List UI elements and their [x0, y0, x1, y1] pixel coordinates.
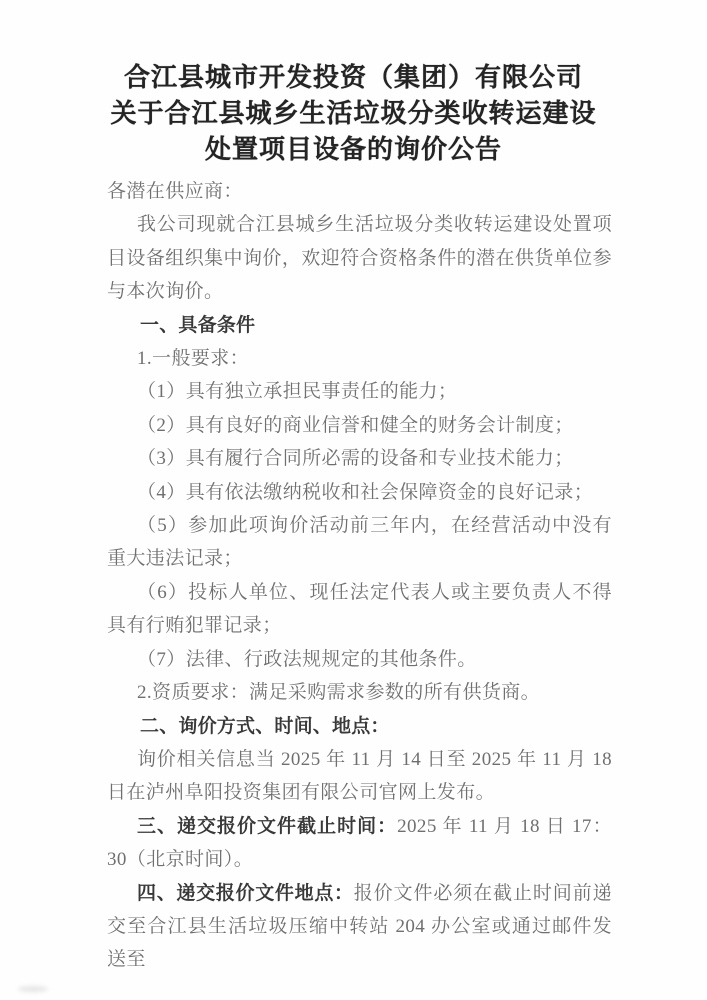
requirement-item-4: （4）具有依法缴纳税收和社会保障资金的良好记录； [137, 481, 594, 503]
requirement-item-1: （1）具有独立承担民事责任的能力； [137, 381, 458, 403]
requirement-item-5: （5）参加此项询价活动前三年内，在经营活动中没有重大违法记录； [107, 515, 612, 570]
deadline-value: 2025 年 11 月 18 日 17：30（北京时间）。 [107, 815, 613, 871]
delivery-location-paragraph [107, 877, 612, 977]
requirement-item-2: （2）具有良好的商业信誉和健全的财务会计制度； [137, 414, 574, 436]
requirement-item-3: （3）具有履行合同所必需的设备和专业技术能力； [137, 448, 574, 470]
title-line-2: 关于合江县城乡生活垃圾分类收转运建设 [110, 99, 597, 128]
delivery-location-value: 报价文件必须在截止时间前递交至合江县生活垃圾压缩中转站 204 办公室或通过邮件发送至 [107, 882, 612, 971]
deadline-paragraph [107, 810, 612, 877]
section-1-heading: 一、具备条件 [140, 314, 256, 336]
salutation: 各潜在供应商： [107, 181, 243, 202]
section-3-heading: 三、递交报价文件截止时间： [137, 815, 398, 837]
title-line-1: 合江县城市开发投资（集团）有限公司 [123, 63, 583, 92]
inquiry-info-paragraph: 询价相关信息当 2025 年 11 月 14 日至 2025 年 11 月 18 日在泸州阜阳投资集团有限公司官网上发布。 [107, 748, 612, 804]
section-2-heading: 二、询价方式、时间、地点： [140, 715, 390, 737]
qualification-requirement: 2.资质要求：满足采购需求参数的所有供货商。 [137, 682, 541, 704]
general-requirements-label: 1.一般要求： [137, 348, 250, 370]
section-4-heading: 四、递交报价文件地点： [137, 882, 354, 904]
document-title [0, 60, 707, 168]
scan-artifact [18, 986, 48, 992]
document-body [107, 175, 612, 977]
requirement-item-7: （7）法律、行政法规规定的其他条件。 [137, 648, 477, 670]
title-line-3: 处置项目设备的询价公告 [204, 135, 502, 164]
intro-paragraph: 我公司现就合江县城乡生活垃圾分类收转运建设处置项目设备组织集中询价，欢迎符合资格条件的潜在供货单位参与本次询价。 [107, 214, 612, 303]
requirement-item-6: （6）投标人单位、现任法定代表人或主要负责人不得具有行贿犯罪记录； [107, 581, 612, 637]
